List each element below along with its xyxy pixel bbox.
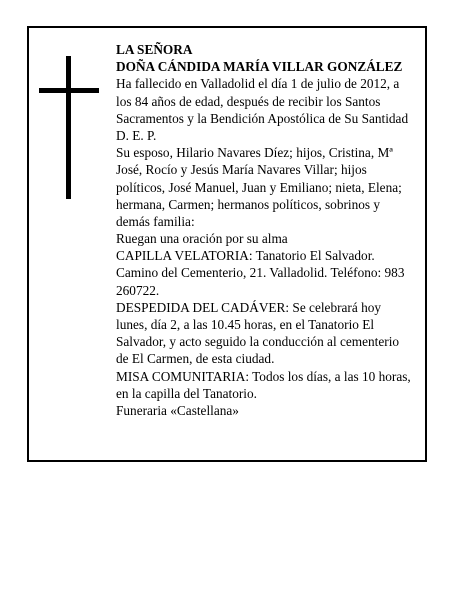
obituary-line: CAPILLA VELATORIA: Tanatorio El Salvador.: [116, 248, 375, 264]
obituary-line: MISA COMUNITARIA: Todos los días, a las 10 horas,: [116, 368, 411, 384]
obituary-line: de El Carmen, de esta ciudad.: [116, 351, 275, 367]
obituary-line: Ha fallecido en Valladolid el día 1 de julio de 2012, a: [116, 76, 400, 92]
obituary-line: José, Rocío y Jesús María Navares Villar; hijos: [116, 162, 367, 178]
obituary-line: demás familia:: [116, 213, 195, 229]
obituary-heading: LA SEÑORA: [116, 42, 193, 57]
obituary-line: en la capilla del Tanatorio.: [116, 385, 257, 401]
obituary-text: [116, 41, 426, 419]
obituary-line: hermana, Carmen; hermanos políticos, sobrinos y: [116, 196, 381, 212]
obituary-line: Ruegan una oración por su alma: [116, 231, 288, 247]
obituary-line: D. E. P.: [116, 127, 157, 143]
obituary-line: lunes, día 2, a las 10.45 horas, en el Tanatorio El: [116, 317, 375, 332]
obituary-line: los 84 años de edad, después de recibir los Santos: [116, 93, 381, 109]
deceased-name: DOÑA CÁNDIDA MARÍA VILLAR GONZÁLEZ: [116, 59, 403, 75]
obituary-line: Funeraria «Castellana»: [116, 402, 239, 418]
obituary-line: políticos, José Manuel, Juan y Emiliano; nieta, Elena;: [116, 179, 402, 195]
obituary-line: DESPEDIDA DEL CADÁVER: Se celebrará hoy: [116, 299, 382, 315]
obituary-line: 260722.: [116, 282, 160, 298]
obituary-notice: [27, 26, 427, 462]
obituary-line: Camino del Cementerio, 21. Valladolid. Teléfono: 983: [116, 265, 405, 281]
obituary-line: Su esposo, Hilario Navares Díez; hijos, Cristina, Mª: [116, 145, 393, 161]
cross-vertical-bar: [66, 56, 71, 199]
cross-horizontal-bar: [39, 88, 99, 93]
obituary-line: Salvador, y acto seguido la conducción al cementerio: [116, 334, 400, 350]
obituary-line: Sacramentos y la Bendición Apostólica de Su Santidad: [116, 110, 409, 126]
